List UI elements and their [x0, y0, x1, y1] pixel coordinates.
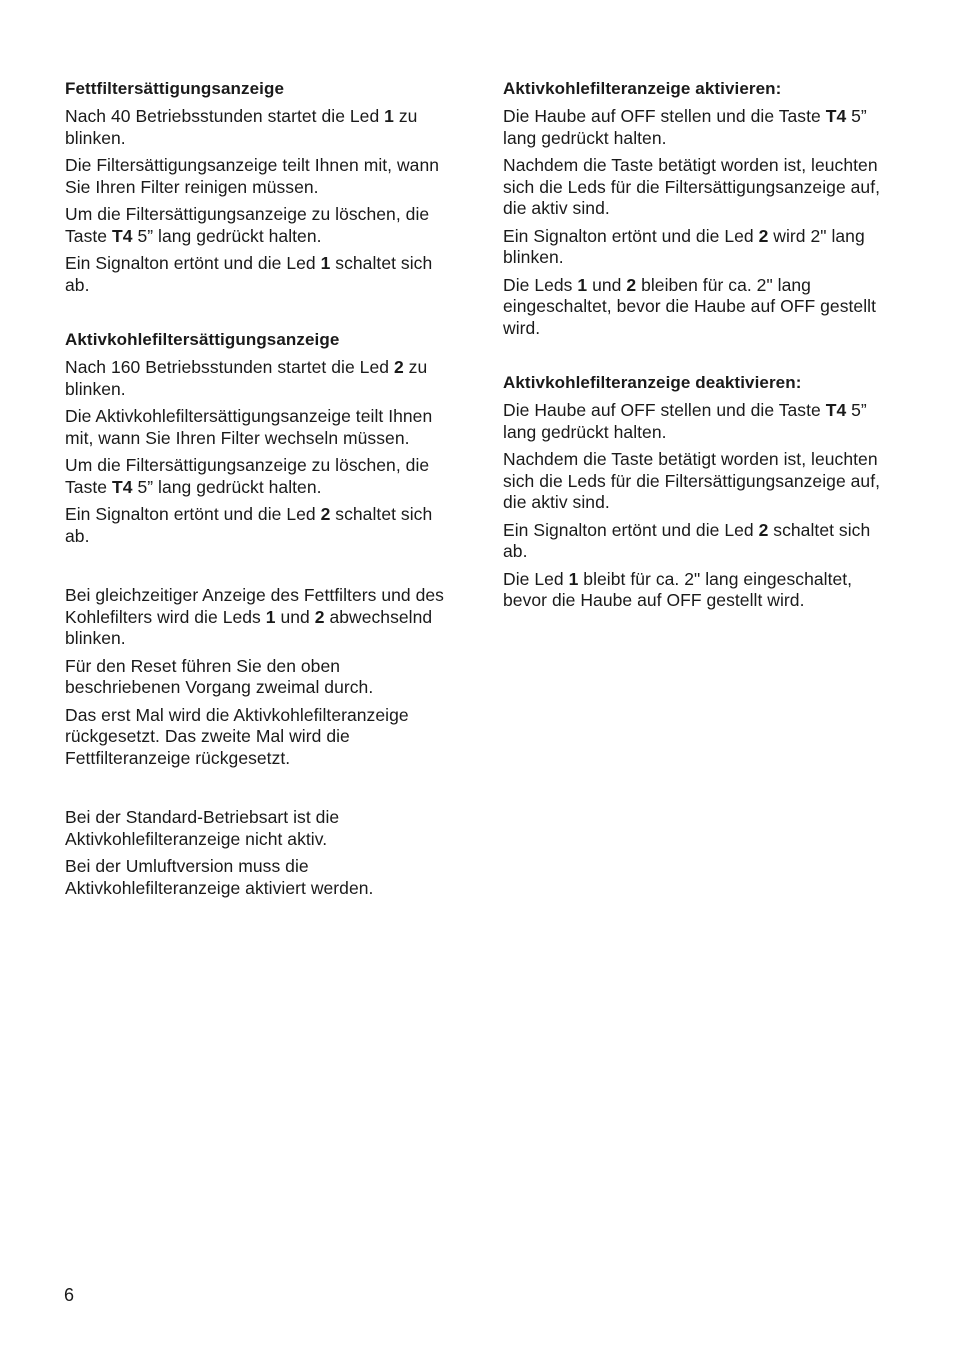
section-heading: Aktivkohlefilteranzeige deaktivieren:	[503, 373, 802, 392]
paragraph: Nach 160 Betriebsstunden startet die Led 2 zu blinken.	[65, 357, 428, 399]
section-standard-mode	[65, 807, 460, 899]
paragraph: Die Filtersättigungsanzeige teilt Ihnen mit, wann Sie Ihren Filter reinigen müssen.	[65, 155, 440, 197]
paragraph: Bei der Umluftversion muss die Aktivkohlefilteranzeige aktiviert werden.	[65, 856, 374, 898]
paragraph: Die Led 1 bleibt für ca. 2" lang eingeschaltet, bevor die Haube auf OFF gestellt wird.	[503, 568, 853, 610]
paragraph: Nachdem die Taste betätigt worden ist, leuchten sich die Leds für die Filtersättigungsanzeige auf, die aktiv sind.	[503, 155, 881, 218]
paragraph: Ein Signalton ertönt und die Led 2 schaltet sich ab.	[503, 519, 871, 561]
section-fettfilter	[65, 78, 460, 296]
right-column	[503, 78, 898, 645]
section-heading: Aktivkohlefiltersättigungsanzeige	[65, 330, 340, 349]
page-number: 6	[64, 1285, 75, 1305]
section-heading: Fettfiltersättigungsanzeige	[65, 79, 285, 98]
paragraph: Die Haube auf OFF stellen und die Taste T4 5” lang gedrückt halten.	[503, 400, 867, 442]
paragraph: Die Leds 1 und 2 bleiben für ca. 2" lang eingeschaltet, bevor die Haube auf OFF gestellt wird.	[503, 274, 876, 338]
paragraph: Ein Signalton ertönt und die Led 2 schaltet sich ab.	[65, 504, 433, 546]
section-combined-reset	[65, 585, 460, 769]
left-column	[65, 78, 460, 932]
paragraph: Nach 40 Betriebsstunden startet die Led 1 zu blinken.	[65, 106, 418, 148]
paragraph: Die Haube auf OFF stellen und die Taste T4 5” lang gedrückt halten.	[503, 106, 867, 148]
section-deactivate	[503, 372, 898, 612]
paragraph: Die Aktivkohlefiltersättigungsanzeige teilt Ihnen mit, wann Sie Ihren Filter wechseln müssen.	[65, 406, 433, 448]
paragraph: Ein Signalton ertönt und die Led 1 schaltet sich ab.	[65, 253, 433, 295]
paragraph: Das erst Mal wird die Aktivkohlefilteranzeige rückgesetzt. Das zweite Mal wird die Fettfilteranzeige rückgesetzt.	[65, 704, 409, 768]
section-heading: Aktivkohlefilteranzeige aktivieren:	[503, 79, 782, 98]
paragraph: Um die Filtersättigungsanzeige zu löschen, die Taste T4 5” lang gedrückt halten.	[65, 204, 430, 246]
paragraph: Ein Signalton ertönt und die Led 2 wird 2" lang blinken.	[503, 225, 865, 267]
paragraph: Für den Reset führen Sie den oben beschriebenen Vorgang zweimal durch.	[65, 655, 374, 697]
paragraph: Bei gleichzeitiger Anzeige des Fettfilters und des Kohlefilters wird die Leds 1 und 2 abwechselnd blinken.	[65, 585, 444, 648]
section-activate	[503, 78, 898, 339]
paragraph: Um die Filtersättigungsanzeige zu löschen, die Taste T4 5” lang gedrückt halten.	[65, 455, 430, 497]
paragraph: Nachdem die Taste betätigt worden ist, leuchten sich die Leds für die Filtersättigungsanzeige auf, die aktiv sind.	[503, 449, 881, 512]
paragraph: Bei der Standard-Betriebsart ist die Aktivkohlefilteranzeige nicht aktiv.	[65, 807, 340, 849]
section-aktivkohlefilter	[65, 329, 460, 547]
